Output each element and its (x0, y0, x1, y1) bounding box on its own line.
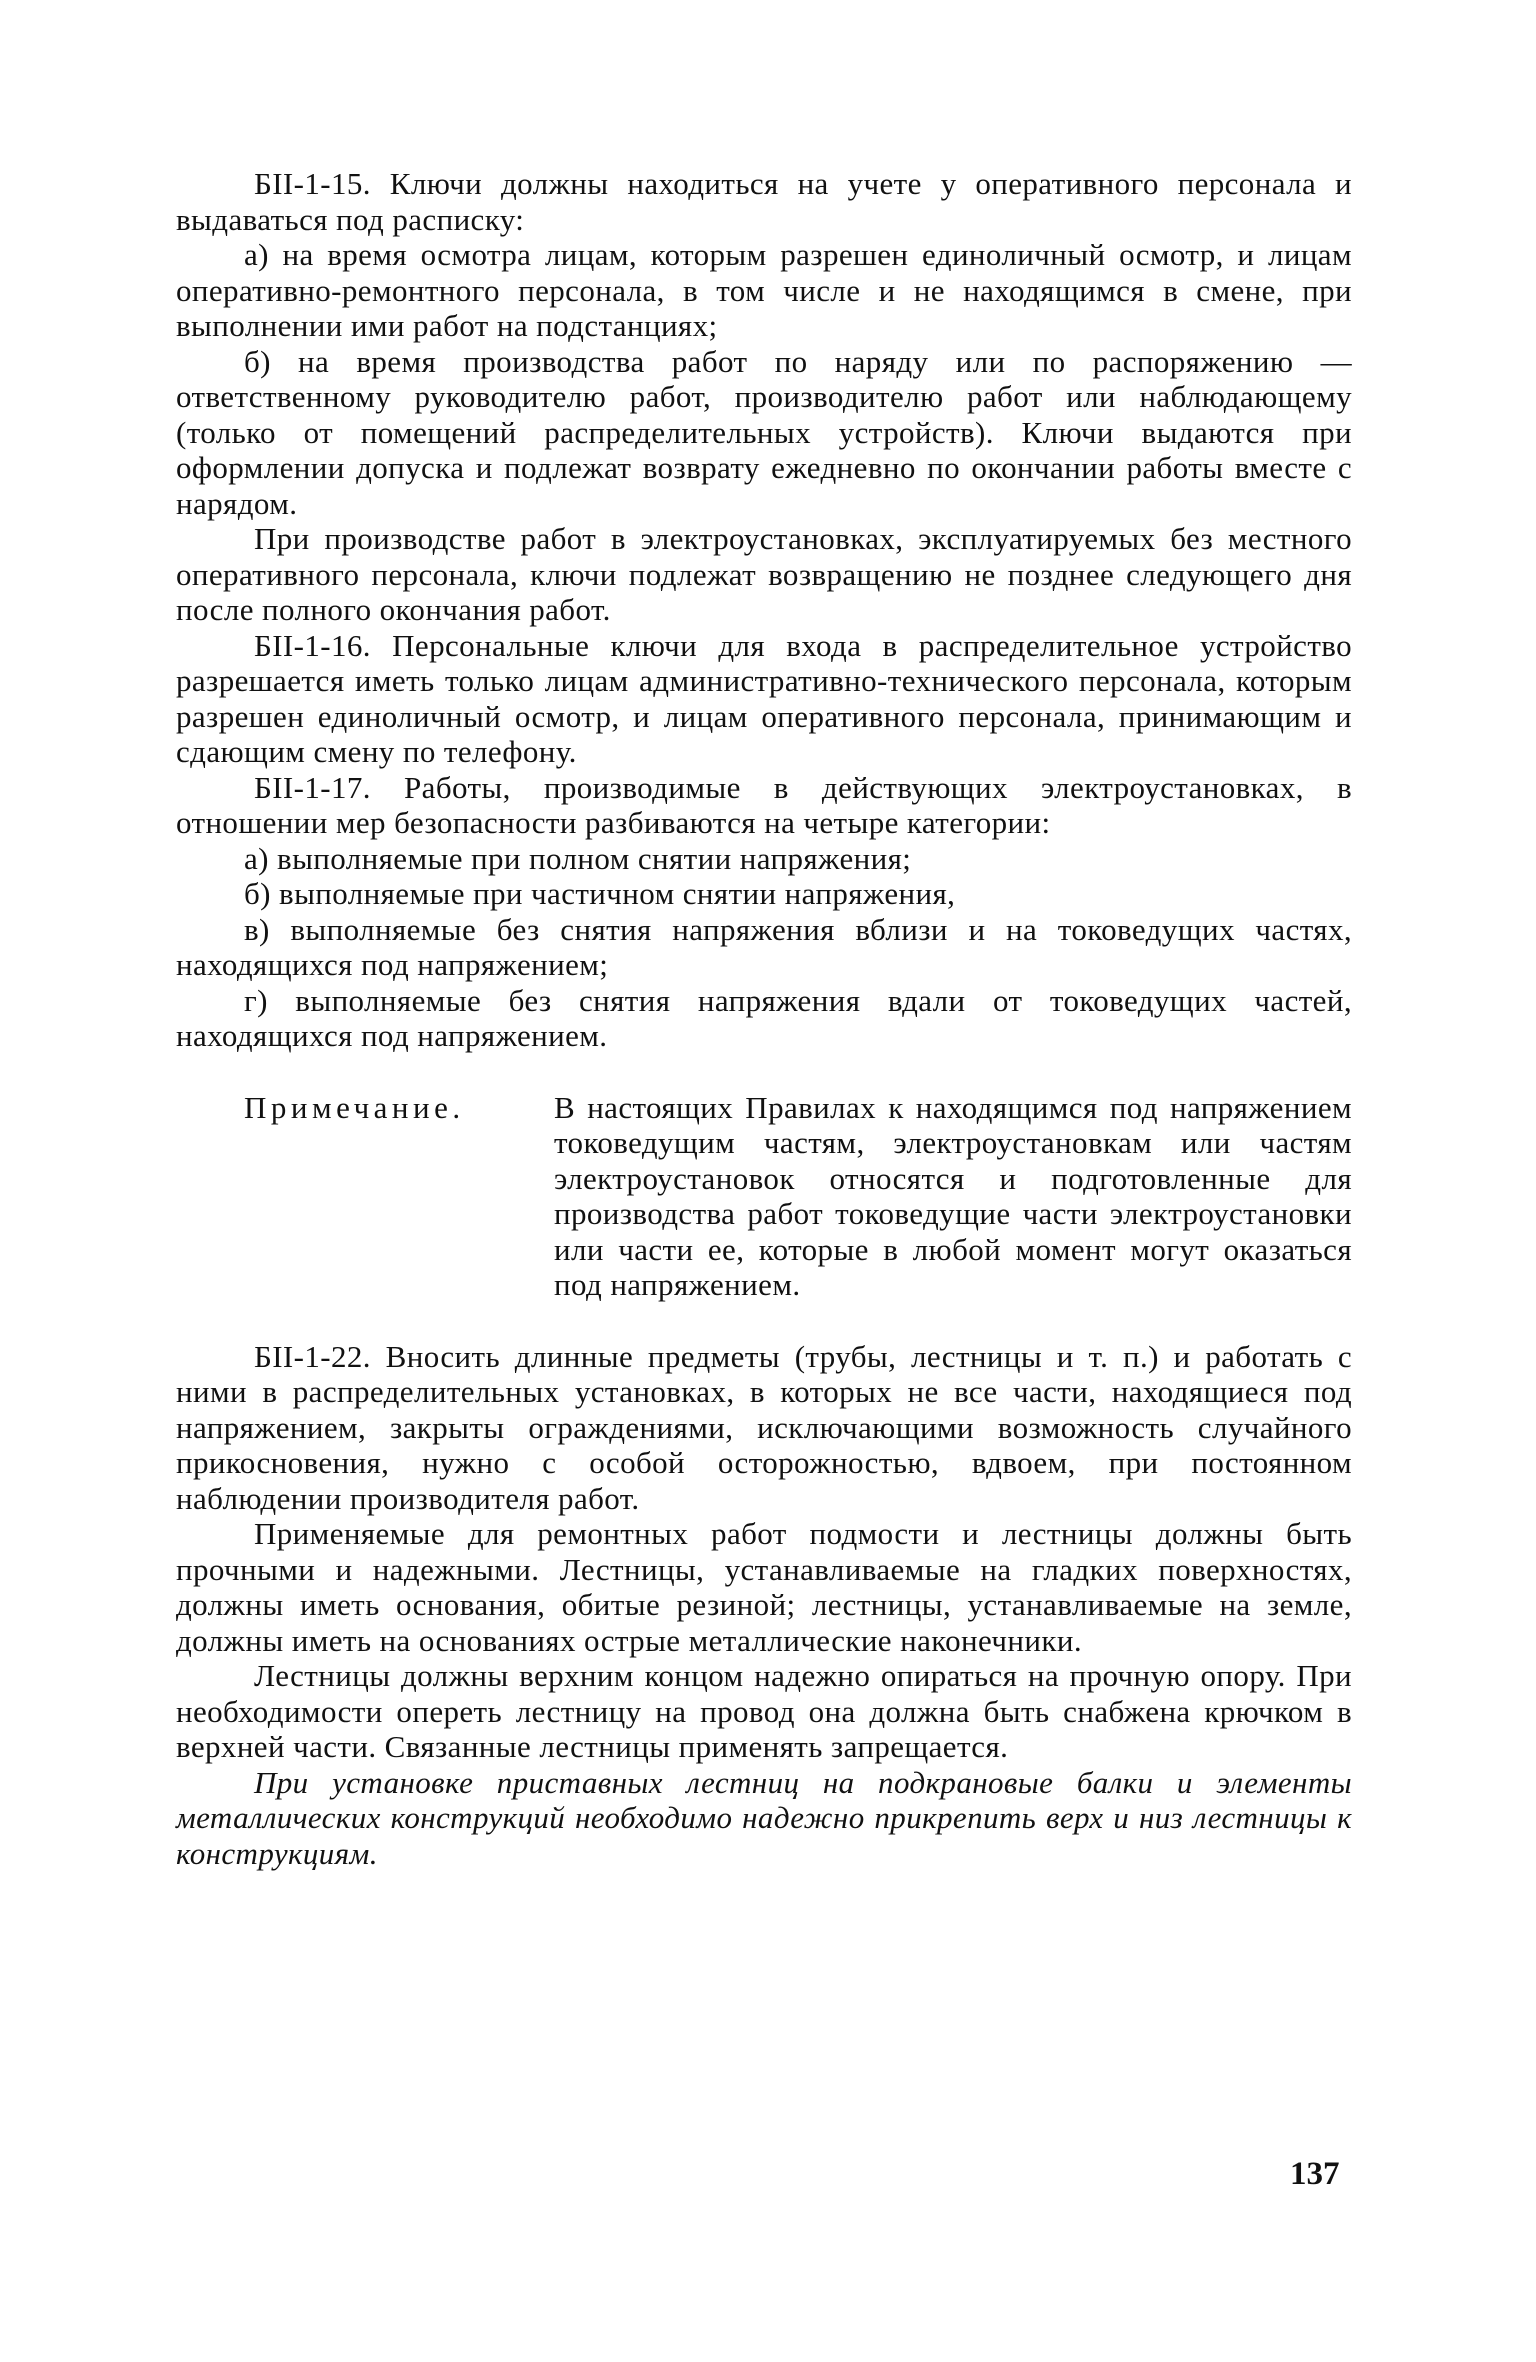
paragraph-unmanned-installations: При производстве работ в электроустановках, эксплуатируемых без местного оперативного персонала, ключи подлежат возвращению не позднее следующего дня после полного окончания работ. (176, 521, 1352, 627)
paragraph-bii-1-15: БІІ-1-15. Ключи должны находиться на учете у оперативного персонала и выдаваться под расписку: (176, 166, 1352, 237)
note-text: В настоящих Правилах к находящимся под напряжением токоведущим частям, электроустановкам или частям электроустановок относятся и подготовленные для производства работ токоведущие части электроустановки или части ее, которые в любой момент могут оказаться под напряжением. (554, 1089, 1352, 1302)
category-v: в) выполняемые без снятия напряжения вблизи и на токоведущих частях, находящихся под напряжением; (176, 911, 1352, 982)
spacer (176, 1054, 1352, 1090)
note-label: Примечание. (244, 1089, 465, 1125)
item-a-inspection: а) на время осмотра лицам, которым разрешен единоличный осмотр, и лицам оперативно-ремонтного персонала, в том числе и не находящимся в смене, при выполнении ими работ на подстанциях; (176, 237, 1352, 343)
page-number: 137 (1290, 2156, 1340, 2192)
paragraph-bii-1-17: БІІ-1-17. Работы, производимые в действующих электроустановках, в отношении мер безопасности разбиваются на четыре категории: (176, 769, 1352, 840)
text-column (176, 166, 1352, 1871)
category-b: б) выполняемые при частичном снятии напряжения, (244, 876, 956, 911)
paragraph-ladder-support: Лестницы должны верхним концом надежно опираться на прочную опору. При необходимости опереть лестницу на провод она должна быть снабжена крючком в верхней части. Связанные лестницы применять запрещается. (176, 1658, 1352, 1764)
category-a: а) выполняемые при полном снятии напряжения; (244, 840, 912, 876)
spacer (176, 1303, 1352, 1339)
note-block (176, 1090, 1352, 1303)
item-b-work-order: б) на время производства работ по наряду или по распоряжению — ответственному руководителю работ, производителю работ или наблюдающему (только от помещений распределительных устройств). Ключи выдаются при оформлении допуска и подлежат возврату ежедневно по окончании работы вместе с нарядом. (176, 343, 1352, 521)
category-g: г) выполняемые без снятия напряжения вдали от токоведущих частей, находящихся под напряжением. (176, 982, 1352, 1053)
paragraph-crane-beams: При установке приставных лестниц на подкрановые балки и элементы металлических конструкций необходимо надежно прикрепить верх и низ лестницы к конструкциям. (176, 1764, 1352, 1871)
paragraph-bii-1-16: БІІ-1-16. Персональные ключи для входа в распределительное устройство разрешается иметь только лицам административно-технического персонала, которым разрешен единоличный осмотр, и лицам оперативного персонала, принимающим и сдающим смену по телефону. (176, 627, 1352, 769)
paragraph-bii-1-22: БІІ-1-22. Вносить длинные предметы (трубы, лестницы и т. п.) и работать с ними в распределительных установках, в которых не все части, находящиеся под напряжением, закрыты ограждениями, исключающими возможность случайного прикосновения, нужно с особой осторожностью, вдвоем, при постоянном наблюдении производителя работ. (176, 1338, 1352, 1516)
paragraph-scaffolds-ladders: Применяемые для ремонтных работ подмости и лестницы должны быть прочными и надежными. Лестницы, устанавливаемые на гладких поверхностях, должны иметь основания, обитые резиной; лестницы, устанавливаемые на земле, должны иметь на основаниях острые металлические наконечники. (176, 1516, 1352, 1658)
